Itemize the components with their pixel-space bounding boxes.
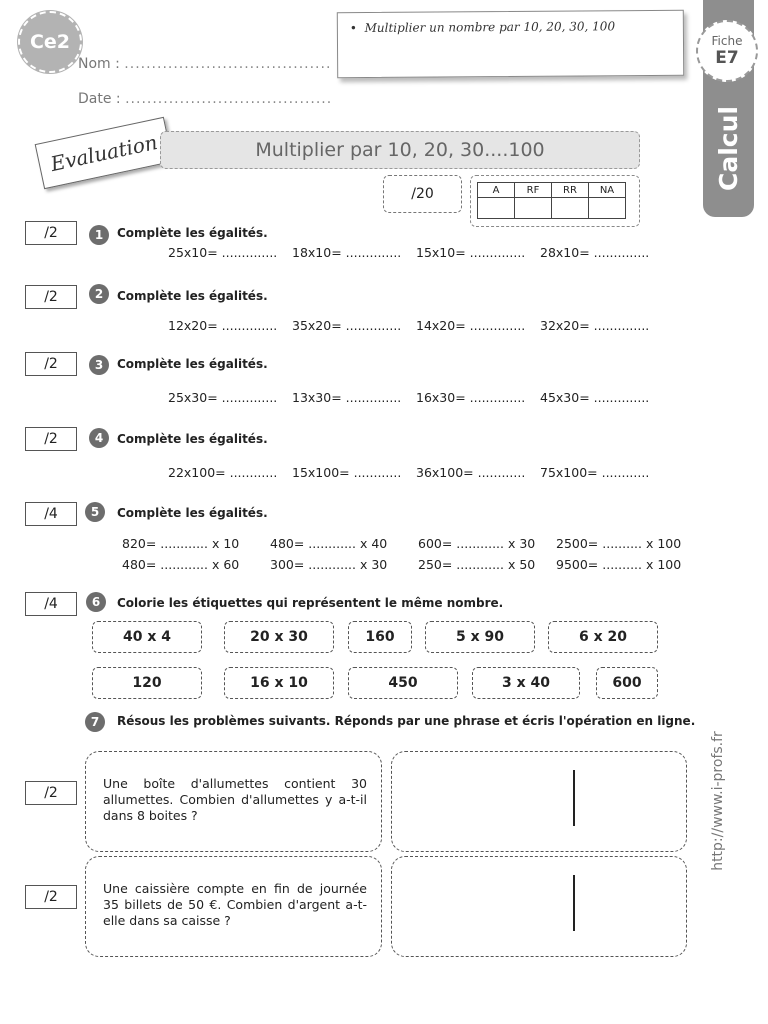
equation[interactable]: 15x10= ..............	[416, 245, 526, 260]
name-label: Nom :	[78, 56, 120, 72]
subject-label: Calcul	[714, 105, 744, 191]
equation[interactable]: 45x30= ..............	[540, 390, 650, 405]
date-field[interactable]	[78, 91, 332, 107]
objective-item	[350, 19, 615, 35]
number-tag[interactable]: 160	[348, 621, 412, 653]
number-tag[interactable]: 16 x 10	[224, 667, 334, 699]
number-tag[interactable]: 40 x 4	[92, 621, 202, 653]
score-box-7a[interactable]: /2	[25, 781, 77, 805]
separator-line	[573, 875, 575, 931]
number-tag[interactable]: 120	[92, 667, 202, 699]
exercise-number-5: 5	[85, 502, 105, 522]
bullet-icon: •	[349, 21, 358, 36]
problem-text: Une caissière compte en fin de journée 35 billets de 50 €. Combien d'argent a-t-elle dans sa caisse ?	[103, 881, 367, 928]
equation[interactable]: 600= ............ x 30	[418, 536, 536, 551]
exercise-number-2: 2	[89, 284, 109, 304]
fiche-code: E7	[715, 48, 739, 68]
equation[interactable]: 14x20= ..............	[416, 318, 526, 333]
equation[interactable]: 480= ............ x 60	[122, 557, 240, 572]
objective-card	[337, 10, 684, 78]
equation[interactable]: 35x20= ..............	[292, 318, 402, 333]
page-title: Multiplier par 10, 20, 30....100	[160, 131, 640, 169]
number-tag[interactable]: 20 x 30	[224, 621, 334, 653]
score-box-2[interactable]: /2	[25, 285, 77, 309]
equation[interactable]: 2500= .......... x 100	[556, 536, 682, 551]
score-box-1[interactable]: /2	[25, 221, 77, 245]
name-field[interactable]	[78, 56, 331, 72]
grade-header-na: NA	[589, 183, 626, 198]
equation[interactable]: 28x10= ..............	[540, 245, 650, 260]
equation[interactable]: 32x20= ..............	[540, 318, 650, 333]
exercise-number-3: 3	[89, 355, 109, 375]
date-label: Date :	[78, 91, 121, 107]
instruction-6: Colorie les étiquettes qui représentent le même nombre.	[117, 596, 504, 610]
exercise-number-4: 4	[89, 428, 109, 448]
instruction-2: Complète les égalités.	[117, 289, 268, 303]
score-box-6[interactable]: /4	[25, 592, 77, 616]
instruction-3: Complète les égalités.	[117, 357, 268, 371]
instruction-1: Complète les égalités.	[117, 226, 268, 240]
grade-cell-na[interactable]	[589, 198, 626, 219]
total-score-box[interactable]: /20	[383, 175, 462, 213]
exercise-number-1: 1	[89, 225, 109, 245]
score-box-4[interactable]: /2	[25, 427, 77, 451]
equation[interactable]: 18x10= ..............	[292, 245, 402, 260]
grading-grid	[470, 175, 640, 227]
grade-header-rf: RF	[515, 183, 552, 198]
number-tag[interactable]: 600	[596, 667, 658, 699]
problem-statement-box	[85, 751, 382, 852]
equation[interactable]: 16x30= ..............	[416, 390, 526, 405]
exercise-number-7: 7	[85, 712, 105, 732]
instruction-4: Complète les égalités.	[117, 432, 268, 446]
grade-header-rr: RR	[552, 183, 589, 198]
equation[interactable]: 300= ............ x 30	[270, 557, 388, 572]
separator-line	[573, 770, 575, 826]
equation[interactable]: 22x100= ............	[168, 465, 278, 480]
equation[interactable]: 25x10= ..............	[168, 245, 278, 260]
problem-text: Une boîte d'allumettes contient 30 allumettes. Combien d'allumettes y a-t-il dans 8 boites ?	[103, 776, 367, 823]
fiche-badge	[696, 20, 758, 82]
name-dots: ......................................	[124, 56, 332, 72]
evaluation-stamp: Evaluation	[35, 117, 174, 189]
grade-cell-rr[interactable]	[552, 198, 589, 219]
score-box-3[interactable]: /2	[25, 352, 77, 376]
equation[interactable]: 12x20= ..............	[168, 318, 278, 333]
equation[interactable]: 36x100= ............	[416, 465, 526, 480]
grade-header-a: A	[478, 183, 515, 198]
grading-table	[477, 182, 626, 219]
date-dots: ......................................	[125, 91, 333, 107]
fiche-label: Fiche	[711, 34, 743, 48]
equation[interactable]: 250= ............ x 50	[418, 557, 536, 572]
site-url[interactable]: http://www.i-profs.fr	[710, 731, 727, 871]
answer-box[interactable]	[391, 856, 687, 957]
equation[interactable]: 820= ............ x 10	[122, 536, 240, 551]
equation[interactable]: 13x30= ..............	[292, 390, 402, 405]
level-badge: Ce2	[18, 11, 82, 73]
equation[interactable]: 75x100= ............	[540, 465, 650, 480]
equation[interactable]: 15x100= ............	[292, 465, 402, 480]
answer-box[interactable]	[391, 751, 687, 852]
problem-statement-box	[85, 856, 382, 957]
score-box-7b[interactable]: /2	[25, 885, 77, 909]
number-tag[interactable]: 450	[348, 667, 458, 699]
instruction-5: Complète les égalités.	[117, 506, 268, 520]
instruction-7: Résous les problèmes suivants. Réponds par une phrase et écris l'opération en ligne.	[117, 714, 696, 728]
equation[interactable]: 9500= .......... x 100	[556, 557, 682, 572]
number-tag[interactable]: 6 x 20	[548, 621, 658, 653]
equation[interactable]: 480= ............ x 40	[270, 536, 388, 551]
number-tag[interactable]: 5 x 90	[425, 621, 535, 653]
score-box-5[interactable]: /4	[25, 502, 77, 526]
objective-text: Multiplier un nombre par 10, 20, 30, 100	[364, 19, 616, 36]
grade-cell-rf[interactable]	[515, 198, 552, 219]
exercise-number-6: 6	[86, 592, 106, 612]
grade-cell-a[interactable]	[478, 198, 515, 219]
number-tag[interactable]: 3 x 40	[472, 667, 580, 699]
equation[interactable]: 25x30= ..............	[168, 390, 278, 405]
